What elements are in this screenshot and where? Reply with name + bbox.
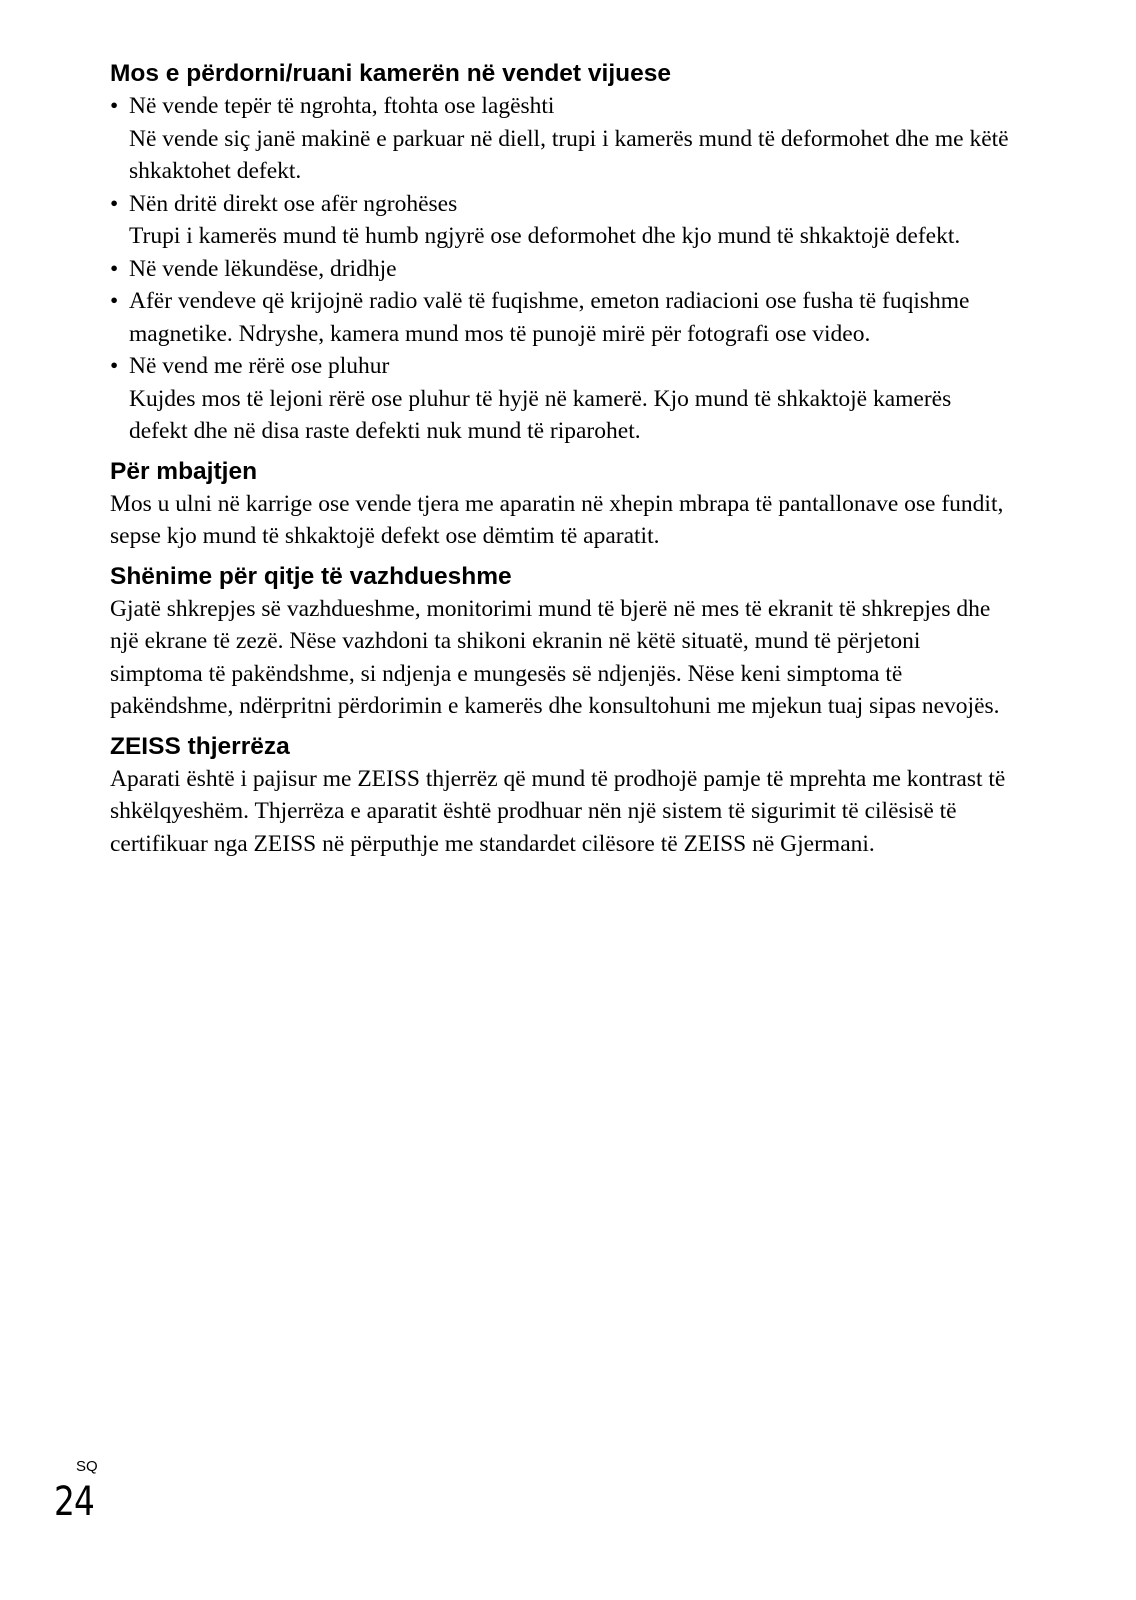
section-heading: Shënime për qitje të vazhdueshme xyxy=(110,562,512,590)
section-heading: Mos e përdorni/ruani kamerën në vendet vijuese xyxy=(110,60,671,87)
bullet-title: Afër vendeve që krijojnë radio valë të fuqishme, emeton radiacioni ose fusha të fuqishme magnetike. Ndryshe, kamera mund mos të punojë mirë për fotografi ose video. xyxy=(129,288,970,347)
bullet-list xyxy=(110,90,1010,448)
bullet-description: Në vende siç janë makinë e parkuar në diell, trupi i kamerës mund të deformohet dhe me këtë shkaktohet defekt. xyxy=(129,125,1009,184)
bullet-title: Në vende lëkundëse, dridhje xyxy=(129,255,397,282)
bullet-icon: • xyxy=(110,288,119,314)
bullet-icon: • xyxy=(110,353,119,379)
bullet-description: Kujdes mos të lejoni rërë ose pluhur të hyjë në kamerë. Kjo mund të shkaktojë kamerës defekt dhe në disa raste defekti nuk mund të riparohet. xyxy=(129,385,952,444)
bullet-title: Nën dritë direkt ose afër ngrohëses xyxy=(129,190,458,217)
list-item xyxy=(110,350,1010,448)
section-storage-locations xyxy=(110,58,1010,448)
section-heading: ZEISS thjerrëza xyxy=(110,732,290,760)
bullet-icon: • xyxy=(110,255,119,282)
bullet-title: Në vend me rërë ose pluhur xyxy=(129,353,390,379)
section-continuous-shooting xyxy=(110,561,1010,723)
bullet-description: Trupi i kamerës mund të humb ngjyrë ose deformohet dhe kjo mund të shkaktojë defekt. xyxy=(129,223,961,249)
section-paragraph: Mos u ulni në karrige ose vende tjera me aparatin në xhepin mbrapa të pantallonave ose fundit, sepse kjo mund të shkaktojë defekt ose dëmtim të aparatit. xyxy=(110,490,1004,549)
list-item xyxy=(110,285,1010,350)
section-heading: Për mbajtjen xyxy=(110,457,258,485)
list-item xyxy=(110,90,1010,188)
section-carrying xyxy=(110,456,1010,553)
section-paragraph: Gjatë shkrepjes së vazhdueshme, monitorimi mund të bjerë në mes të ekranit të shkrepjes dhe një ekrane të zezë. Nëse vazhdoni ta shikoni ekranin në këtë situatë, mund të përjetoni simptoma të pakëndshme, si ndjenja e mungesës së ndjenjës. Nëse keni simptoma të pakëndshme, ndërpritni përdorimin e kamerës dhe konsultohuni me mjekun tuaj sipas nevojës. xyxy=(110,595,1000,719)
bullet-icon: • xyxy=(110,190,119,217)
section-zeiss-lens xyxy=(110,731,1010,861)
bullet-title: Në vende tepër të ngrohta, ftohta ose lagështi xyxy=(129,93,555,119)
list-item xyxy=(110,188,1010,253)
section-paragraph: Aparati është i pajisur me ZEISS thjerrëz që mund të prodhojë pamje të mprehta me kontrast të shkëlqyeshëm. Thjerrëza e aparatit është prodhuar nën një sistem të sigurimit të cilësisë të certifikuar nga ZEISS në përputhje me standardet cilësore të ZEISS në Gjermani. xyxy=(110,765,1006,857)
page-content xyxy=(110,58,1010,868)
list-item xyxy=(110,253,1010,286)
bullet-icon: • xyxy=(110,93,119,119)
language-code: SQ xyxy=(76,1458,98,1475)
page-number: 24 xyxy=(54,1479,95,1525)
